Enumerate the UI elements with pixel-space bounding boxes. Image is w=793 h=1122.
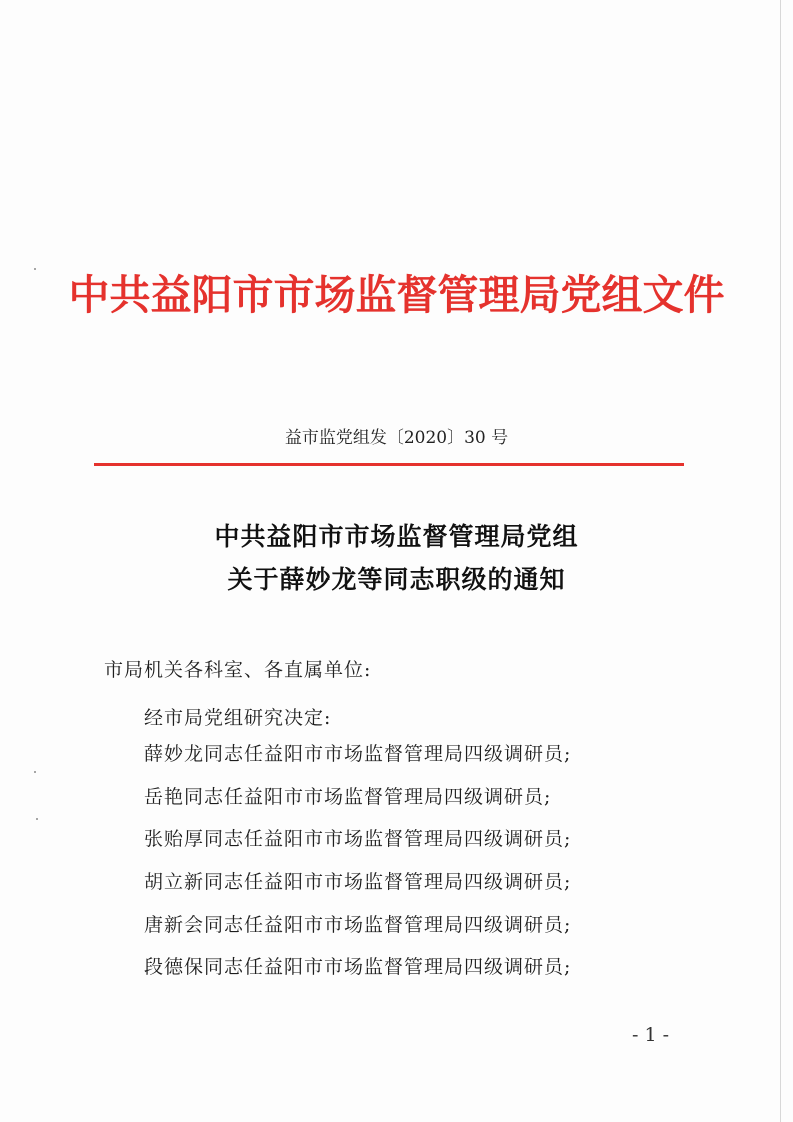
document-header-title: 中共益阳市市场监督管理局党组文件	[68, 271, 725, 319]
body-paragraph: 唐新会同志任益阳市市场监督管理局四级调研员;	[144, 914, 572, 936]
body-paragraph: 张贻厚同志任益阳市市场监督管理局四级调研员;	[144, 828, 572, 850]
body-paragraph: 薛妙龙同志任益阳市市场监督管理局四级调研员;	[144, 743, 572, 765]
body-paragraph: 经市局党组研究决定:	[144, 707, 332, 729]
header-divider-rule	[94, 463, 684, 466]
scan-speck	[34, 771, 36, 773]
document-number: 益市监党组发〔2020〕30 号	[284, 428, 509, 448]
body-paragraph: 岳艳同志任益阳市市场监督管理局四级调研员;	[144, 786, 552, 808]
body-paragraph: 胡立新同志任益阳市市场监督管理局四级调研员;	[144, 871, 572, 893]
scan-speck	[36, 818, 38, 820]
body-paragraph: 段德保同志任益阳市市场监督管理局四级调研员;	[144, 956, 572, 978]
page-number: - 1 -	[632, 1024, 670, 1046]
notice-title-line-2: 关于薛妙龙等同志职级的通知	[227, 565, 566, 594]
notice-title-line-1: 中共益阳市市场监督管理局党组	[214, 522, 579, 551]
salutation: 市局机关各科室、各直属单位:	[104, 659, 372, 681]
